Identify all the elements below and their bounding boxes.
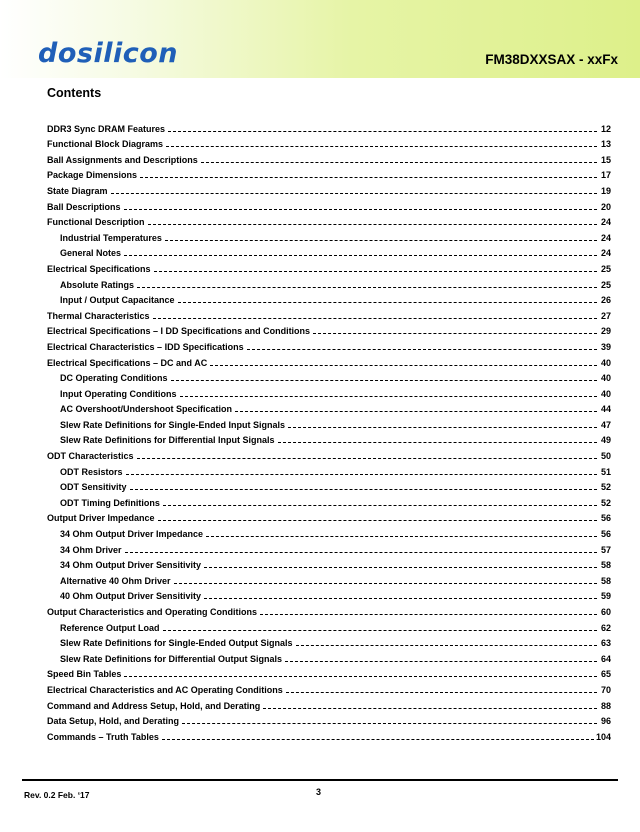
toc-entry-label: Slew Rate Definitions for Differential Output Signals [60, 653, 283, 664]
toc-entry-page: 56 [600, 529, 611, 540]
toc-entry-label: Reference Output Load [60, 622, 160, 633]
toc-entry[interactable] [47, 430, 611, 446]
toc-entry-page: 88 [600, 700, 611, 711]
footer-divider [22, 779, 618, 781]
toc-entry[interactable] [47, 118, 611, 134]
toc-entry[interactable] [47, 711, 611, 727]
toc-entry[interactable] [47, 601, 611, 617]
toc-entry-label: Electrical Characteristics – IDD Specifications [47, 341, 244, 352]
toc-entry-page: 15 [600, 154, 611, 165]
toc-entry-label: 34 Ohm Output Driver Sensitivity [60, 560, 202, 571]
toc-entry-label: Electrical Specifications – I DD Specifications and Conditions [47, 326, 311, 337]
toc-entry-page: 13 [600, 139, 611, 150]
toc-dot-leader [204, 567, 597, 568]
toc-entry-page: 17 [600, 170, 611, 181]
document-id: FM38DXXSAX - xxFx [485, 52, 618, 67]
toc-entry-page: 52 [600, 482, 611, 493]
toc-entry-page: 49 [600, 435, 611, 446]
toc-entry[interactable] [47, 523, 611, 539]
toc-dot-leader [158, 520, 597, 521]
toc-entry-page: 25 [600, 263, 611, 274]
toc-dot-leader [165, 240, 597, 241]
toc-entry[interactable] [47, 539, 611, 555]
toc-entry-page: 25 [600, 279, 611, 290]
toc-entry[interactable] [47, 726, 611, 742]
toc-entry-page: 29 [600, 326, 611, 337]
toc-entry[interactable] [47, 243, 611, 259]
toc-entry[interactable] [47, 492, 611, 508]
toc-entry-page: 20 [600, 201, 611, 212]
toc-entry-label: 40 Ohm Output Driver Sensitivity [60, 591, 202, 602]
toc-entry-label: AC Overshoot/Undershoot Specification [60, 404, 233, 415]
toc-entry-label: State Diagram [47, 185, 108, 196]
toc-entry[interactable] [47, 352, 611, 368]
toc-entry-label: Speed Bin Tables [47, 669, 122, 680]
toc-entry[interactable] [47, 414, 611, 430]
toc-entry-label: Command and Address Setup, Hold, and Derating [47, 700, 261, 711]
toc-entry[interactable] [47, 196, 611, 212]
toc-dot-leader [154, 271, 597, 272]
toc-dot-leader [263, 708, 597, 709]
toc-entry-page: 44 [600, 404, 611, 415]
toc-dot-leader [126, 474, 597, 475]
toc-entry-label: Output Driver Impedance [47, 513, 155, 524]
toc-dot-leader [140, 177, 597, 178]
toc-entry-page: 40 [600, 388, 611, 399]
toc-entry-page: 58 [600, 575, 611, 586]
toc-dot-leader [174, 583, 597, 584]
toc-entry[interactable] [47, 508, 611, 524]
toc-dot-leader [148, 224, 597, 225]
toc-dot-leader [162, 739, 594, 740]
toc-dot-leader [137, 287, 597, 288]
toc-dot-leader [180, 396, 598, 397]
toc-entry[interactable] [47, 336, 611, 352]
toc-entry[interactable] [47, 399, 611, 415]
toc-dot-leader [137, 458, 597, 459]
toc-dot-leader [235, 411, 597, 412]
table-of-contents [47, 118, 611, 742]
toc-entry-label: Slew Rate Definitions for Single-Ended Output Signals [60, 638, 293, 649]
toc-entry-page: 24 [600, 248, 611, 259]
toc-entry-label: Input Operating Conditions [60, 388, 177, 399]
toc-entry[interactable] [47, 617, 611, 633]
toc-entry[interactable] [47, 633, 611, 649]
toc-entry[interactable] [47, 227, 611, 243]
toc-entry[interactable] [47, 648, 611, 664]
toc-entry-label: ODT Resistors [60, 466, 123, 477]
toc-entry[interactable] [47, 368, 611, 384]
toc-entry[interactable] [47, 695, 611, 711]
toc-entry[interactable] [47, 383, 611, 399]
toc-entry-page: 47 [600, 419, 611, 430]
toc-entry-label: 34 Ohm Output Driver Impedance [60, 529, 204, 540]
toc-dot-leader [153, 318, 597, 319]
toc-dot-leader [204, 598, 597, 599]
toc-entry[interactable] [47, 679, 611, 695]
toc-entry-page: 27 [600, 310, 611, 321]
toc-entry-page: 70 [600, 684, 611, 695]
toc-dot-leader [313, 333, 597, 334]
toc-dot-leader [206, 536, 597, 537]
toc-entry-page: 12 [600, 123, 611, 134]
toc-entry-page: 58 [600, 560, 611, 571]
toc-entry-label: Data Setup, Hold, and Derating [47, 716, 180, 727]
toc-entry-page: 96 [600, 716, 611, 727]
toc-entry-label: Package Dimensions [47, 170, 138, 181]
toc-entry-label: Ball Assignments and Descriptions [47, 154, 198, 165]
toc-entry-page: 26 [600, 295, 611, 306]
toc-entry[interactable] [47, 305, 611, 321]
toc-entry-label: General Notes [60, 248, 122, 259]
toc-dot-leader [166, 146, 597, 147]
toc-dot-leader [260, 614, 597, 615]
toc-dot-leader [124, 676, 597, 677]
toc-entry[interactable] [47, 664, 611, 680]
toc-entry[interactable] [47, 555, 611, 571]
toc-entry[interactable] [47, 570, 611, 586]
toc-dot-leader [285, 661, 597, 662]
toc-dot-leader [111, 193, 597, 194]
toc-dot-leader [182, 723, 597, 724]
toc-dot-leader [296, 645, 597, 646]
toc-dot-leader [163, 630, 597, 631]
toc-entry-label: Electrical Specifications [47, 263, 151, 274]
toc-entry[interactable] [47, 290, 611, 306]
toc-entry-label: DDR3 Sync DRAM Features [47, 123, 166, 134]
toc-entry[interactable] [47, 586, 611, 602]
toc-entry-label: Output Characteristics and Operating Conditions [47, 607, 258, 617]
toc-entry[interactable] [47, 258, 611, 274]
toc-dot-leader [124, 209, 597, 210]
toc-entry[interactable] [47, 180, 611, 196]
toc-dot-leader [168, 131, 597, 132]
toc-entry-label: ODT Sensitivity [60, 482, 127, 493]
toc-entry[interactable] [47, 321, 611, 337]
toc-entry-label: Commands – Truth Tables [47, 731, 159, 742]
footer-revision: Rev. 0.2 Feb. ‘17 [24, 790, 90, 800]
toc-entry-page: 24 [600, 217, 611, 228]
toc-entry[interactable] [47, 461, 611, 477]
toc-entry[interactable] [47, 212, 611, 228]
toc-entry-page: 64 [600, 653, 611, 664]
toc-dot-leader [124, 255, 597, 256]
toc-entry-page: 51 [600, 466, 611, 477]
toc-entry[interactable] [47, 274, 611, 290]
toc-dot-leader [288, 427, 597, 428]
toc-entry-page: 24 [600, 232, 611, 243]
toc-entry-page: 62 [600, 622, 611, 633]
toc-entry-label: Functional Block Diagrams [47, 139, 164, 150]
toc-entry[interactable] [47, 165, 611, 181]
toc-entry-page: 40 [600, 373, 611, 384]
toc-entry[interactable] [47, 149, 611, 165]
toc-entry-label: Slew Rate Definitions for Differential Input Signals [60, 435, 275, 446]
contents-heading: Contents [47, 86, 102, 100]
toc-entry-page: 52 [600, 497, 611, 508]
toc-entry-label: Slew Rate Definitions for Single-Ended Input Signals [60, 419, 286, 430]
toc-entry-page: 63 [600, 638, 611, 649]
toc-entry[interactable] [47, 477, 611, 493]
toc-entry-label: Alternative 40 Ohm Driver [60, 575, 171, 586]
toc-entry-page: 104 [595, 731, 611, 742]
toc-entry-page: 50 [600, 451, 611, 462]
toc-dot-leader [201, 162, 597, 163]
toc-entry-label: DC Operating Conditions [60, 373, 168, 384]
toc-dot-leader [210, 365, 597, 366]
toc-entry-page: 65 [600, 669, 611, 680]
toc-entry-label: Functional Description [47, 217, 145, 228]
toc-entry-label: 34 Ohm Driver [60, 544, 122, 555]
toc-entry-label: Input / Output Capacitance [60, 295, 175, 306]
page-header [0, 0, 640, 78]
toc-entry-page: 56 [600, 513, 611, 524]
toc-entry-page: 19 [600, 185, 611, 196]
toc-entry-label: Electrical Characteristics and AC Operating Conditions [47, 684, 283, 695]
toc-entry-page: 57 [600, 544, 611, 555]
toc-entry[interactable] [47, 134, 611, 150]
toc-dot-leader [125, 552, 597, 553]
toc-dot-leader [130, 489, 597, 490]
toc-entry-label: ODT Characteristics [47, 451, 134, 462]
toc-entry-label: Industrial Temperatures [60, 232, 162, 243]
toc-dot-leader [163, 505, 597, 506]
toc-dot-leader [286, 692, 597, 693]
footer-page-number: 3 [316, 787, 322, 797]
toc-entry-page: 60 [600, 607, 611, 617]
toc-entry-label: Ball Descriptions [47, 201, 121, 212]
toc-entry-page: 40 [600, 357, 611, 368]
toc-entry-label: Absolute Ratings [60, 279, 135, 290]
toc-entry-page: 59 [600, 591, 611, 602]
toc-entry-page: 39 [600, 341, 611, 352]
toc-entry-label: ODT Timing Definitions [60, 497, 160, 508]
toc-entry[interactable] [47, 445, 611, 461]
toc-dot-leader [171, 380, 598, 381]
toc-entry-label: Electrical Specifications – DC and AC [47, 357, 208, 368]
toc-dot-leader [278, 442, 597, 443]
toc-dot-leader [247, 349, 597, 350]
toc-entry-label: Thermal Characteristics [47, 310, 150, 321]
toc-dot-leader [178, 302, 597, 303]
company-logo: dosilicon [38, 38, 178, 69]
